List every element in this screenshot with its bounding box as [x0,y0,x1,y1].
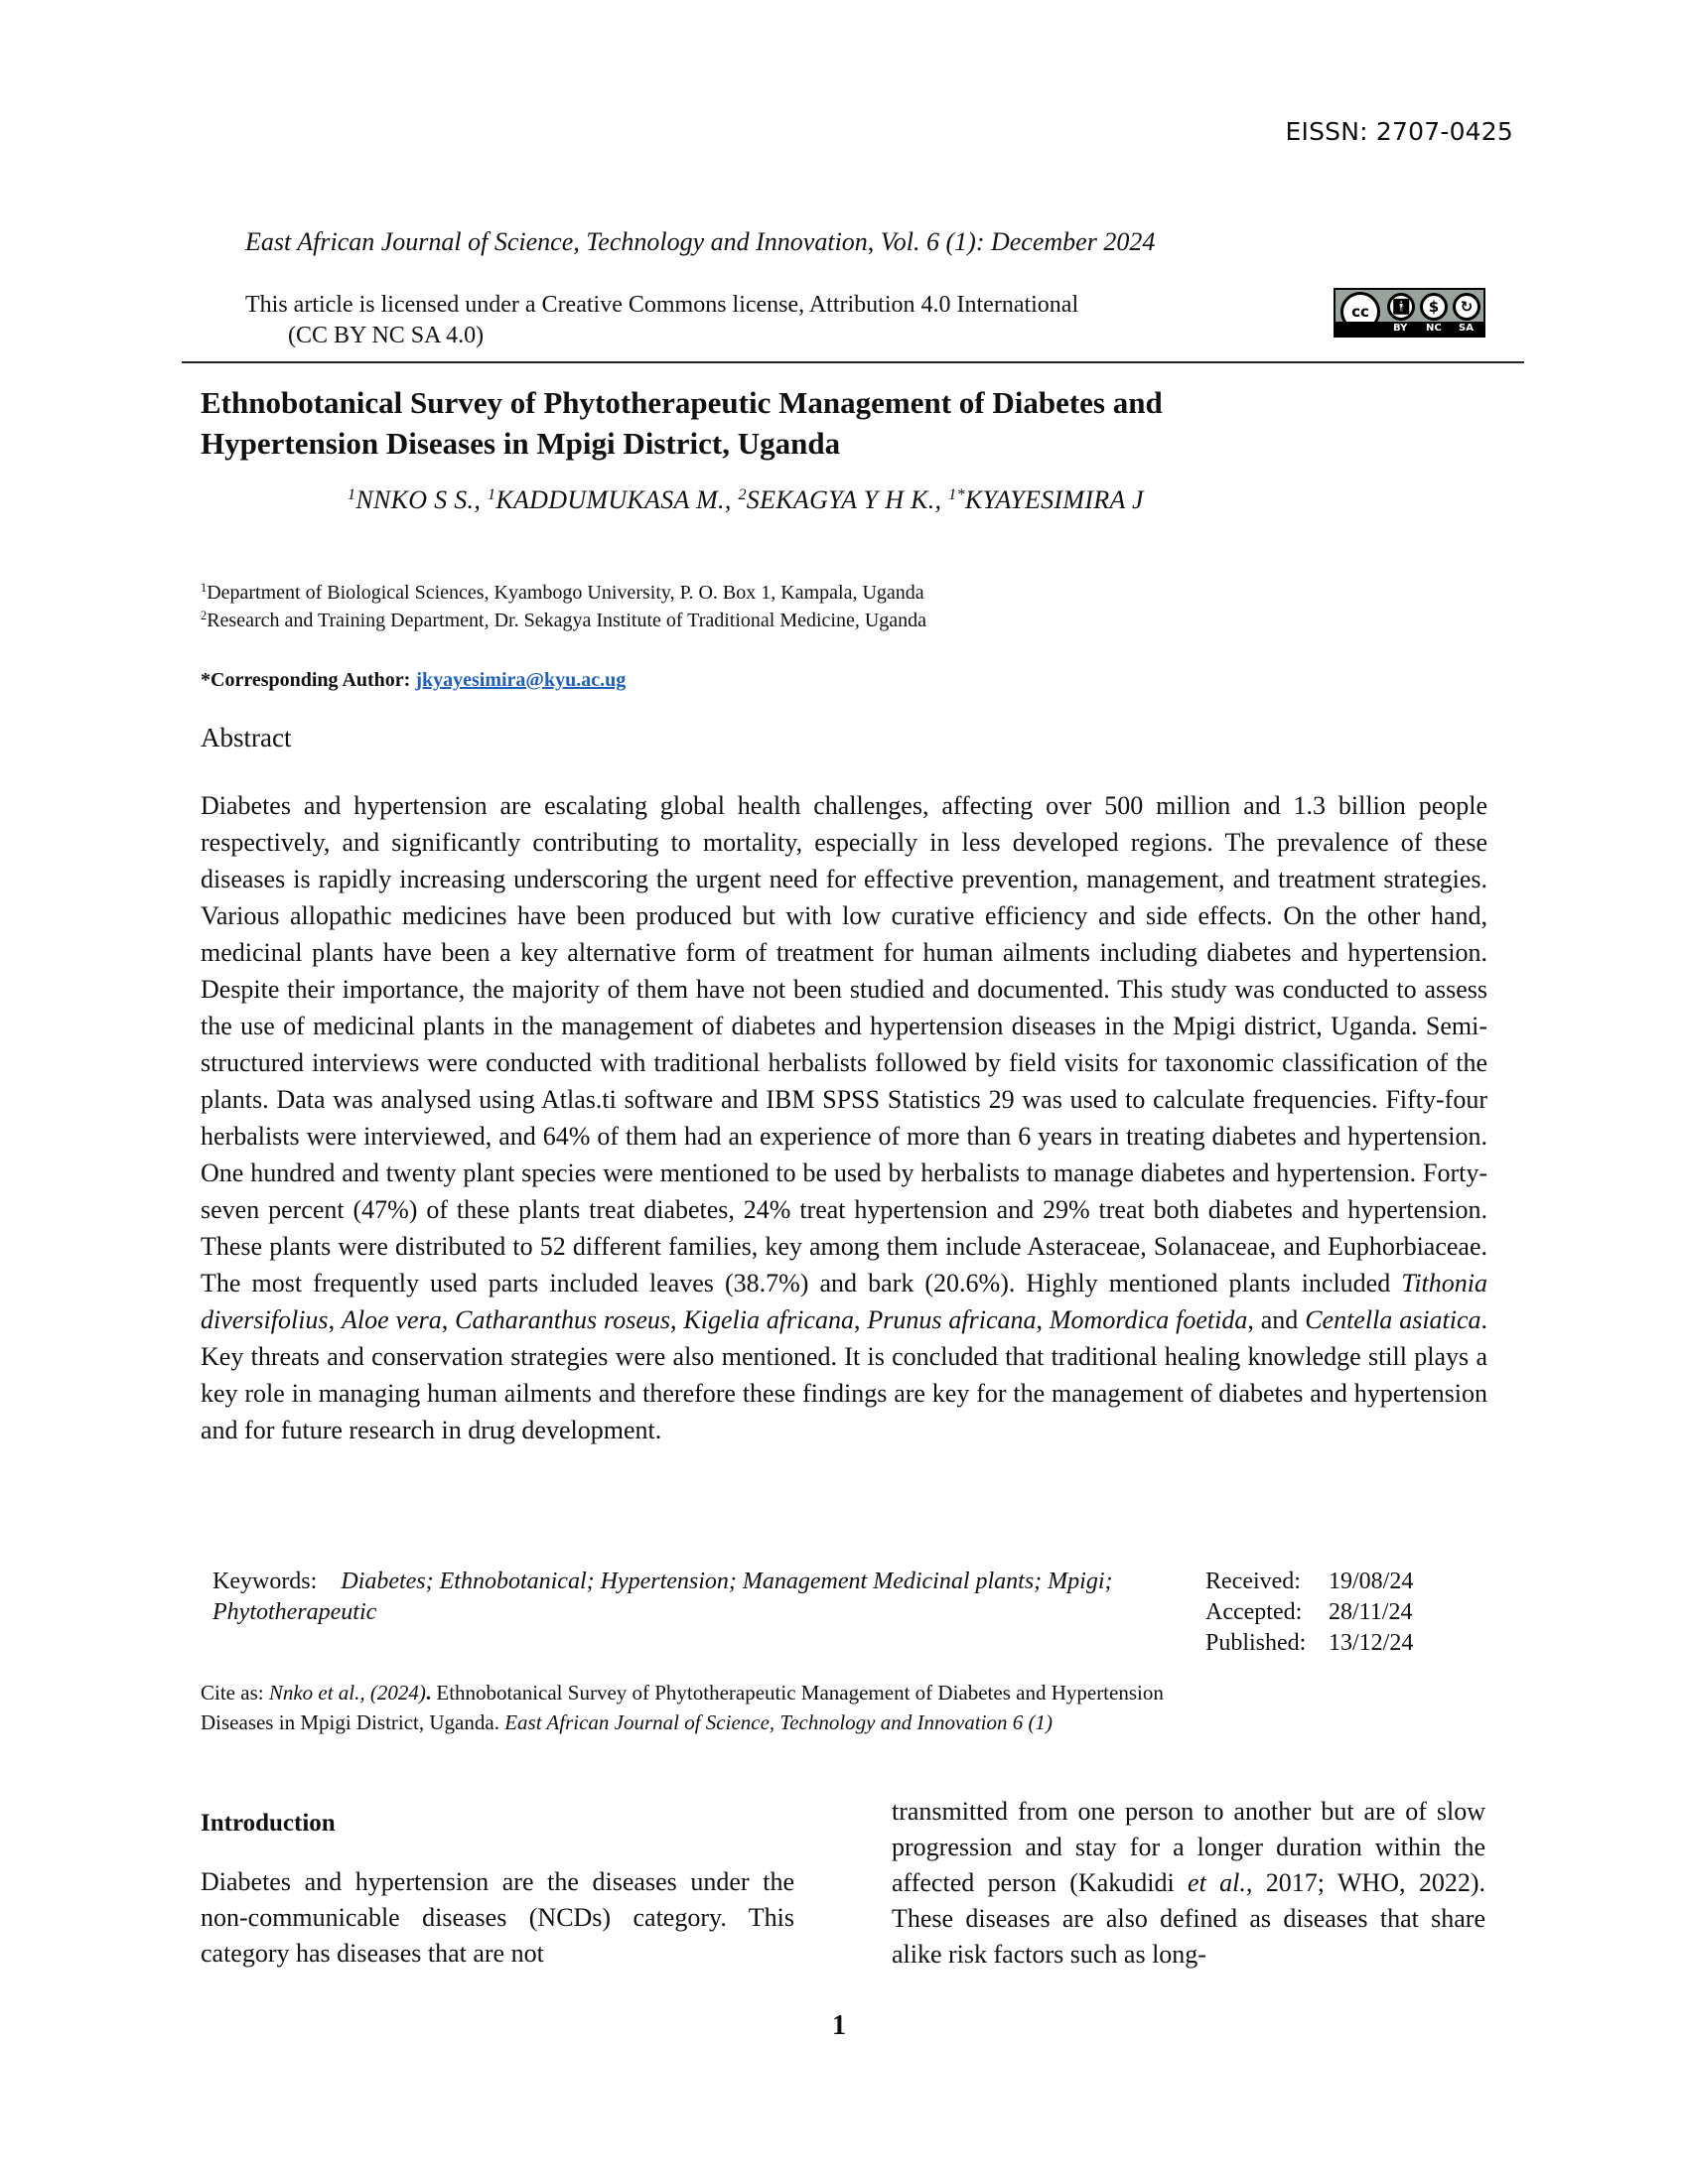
noncommercial-icon: $ [1420,293,1448,321]
corresponding-email-link[interactable]: jkyayesimira@kyu.ac.ug [415,669,627,691]
license-line-2: (CC BY NC SA 4.0) [288,323,485,348]
citation: Cite as: Nnko et al., (2024). Ethnobotanical Survey of Phytotherapeutic Management of Diabetes and Hypertension Diseases in Mpigi District, Uganda. East African Journal of Science, Technology and Innovation 6 (1) [201,1681,1164,1734]
sharealike-icon: ↻ [1453,293,1480,321]
author: $^2$SEKAGYA Y H K., [738,485,942,514]
species-name: Centella asiatica [1305,1305,1481,1334]
affiliation: $^2$Research and Training Department, Dr. Sekagya Institute of Traditional Medicine, Uganda [201,609,927,631]
date-row-accepted: Accepted: 28/11/24 [1205,1599,1413,1625]
introduction-heading: Introduction [201,1810,336,1837]
affiliations [201,579,926,634]
species-name: Catharanthus roseus [455,1305,670,1334]
cc-label-nc: NC [1426,323,1442,334]
date-row-received: Received: 19/08/24 [1205,1569,1414,1594]
introduction-left-column: Diabetes and hypertension are the diseases under the non-communicable diseases (NCDs) category. This category has diseases that are not [201,1867,794,1968]
article-title: Ethnobotanical Survey of Phytotherapeutic Management of Diabetes and Hypertension Diseases in Mpigi District, Uganda [201,385,1163,461]
eissn-label: EISSN: 2707-0425 [1285,117,1513,146]
keywords [212,1567,1116,1628]
species-name: Aloe vera [341,1305,442,1334]
keywords-value: Diabetes; Ethnobotanical; Hypertension; Management Medicinal plants; Mpigi; Phytotherapeutic [212,1569,1113,1625]
species-name: Tithonia diversifolius [201,1269,1487,1334]
species-name: Prunus africana [867,1305,1037,1334]
cc-label-sa: SA [1459,323,1474,334]
corresponding-author [201,669,626,692]
abstract-body: Diabetes and hypertension are escalating global health challenges, affecting over 500 million and 1.3 billion people respectively, and significantly contributing to mortality, especially in less developed regions. The prevalence of these diseases is rapidly increasing underscoring the urgent need for effective prevention, management, and treatment strategies. Various allopathic medicines have been produced but with low curative efficiency and side effects. On the other hand, medicinal plants have been a key alternative form of treatment for human ailments including diabetes and hypertension. Despite their importance, the majority of them have not been studied and documented. This study was conducted to assess the use of medicinal plants in the management of diabetes and hypertension diseases in the Mpigi district, Uganda. Semi-structured interviews were conducted with traditional herbalists followed by field visits for taxonomic classification of the plants. Data was analysed using Atlas.ti software and IBM SPSS Statistics 29 was used to calculate frequencies. Fifty-four herbalists were interviewed, and 64% of them had an experience of more than 6 years in treating diabetes and hypertension. One hundred and twenty plant species were mentioned to be used by herbalists to manage diabetes and hypertension. Forty-seven percent (47%) of these plants treat diabetes, 24% treat hypertension and 29% treat both diabetes and hypertension. These plants were distributed to 52 different families, key among them include Asteraceae, Solanaceae, and Euphorbiaceae. The most frequently used parts included leaves (38.7%) and bark (20.6%). Highly mentioned plants included Tithonia diversifolius, Aloe vera, Catharanthus roseus, Kigelia africana, Prunus africana, Momordica foetida, and Centella asiatica. Key threats and conservation strategies were also mentioned. It is concluded that traditional healing knowledge still plays a key role in managing human ailments and therefore these findings are key for the management of diabetes and hypertension and for future research in drug development. [201,791,1488,1444]
date-row-published: Published: 13/12/24 [1205,1630,1414,1656]
page-number: 1 [832,2010,846,2041]
journal-citation-header: East African Journal of Science, Technology and Innovation, Vol. 6 (1): December 2024 [245,227,1156,256]
license-line-1: This article is licensed under a Creative Commons license, Attribution 4.0 International [245,292,1079,318]
author: $^1$KADDUMUKASA M., [487,485,732,514]
license-notice [245,290,1078,351]
author: $^{1*}$KYAYESIMIRA J [948,485,1144,514]
cc-icon: cc [1340,292,1380,332]
species-name: Kigelia africana [683,1305,854,1334]
introduction-right-column: transmitted from one person to another but are of slow progression and stay for a longer duration within the affected person (Kakudidi et al., 2017; WHO, 2022). These diseases are also defined as diseases that share alike risk factors such as long- [892,1797,1485,1969]
corresponding-author-label: *Corresponding Author: [201,669,416,691]
keywords-label: Keywords: [212,1569,318,1594]
species-name: Momordica foetida [1049,1305,1248,1334]
author-list [348,485,1144,515]
affiliation: $^1$Department of Biological Sciences, Kyambogo University, P. O. Box 1, Kampala, Uganda [201,581,924,604]
author: $^1$NNKO S S., [348,485,482,514]
attribution-person-icon: 🚹︎ [1387,293,1415,321]
cc-license-badge[interactable] [1334,288,1485,338]
cc-label-by: BY [1393,323,1408,334]
abstract-heading: Abstract [201,723,292,752]
header-divider [182,361,1524,363]
article-dates [1205,1567,1413,1659]
